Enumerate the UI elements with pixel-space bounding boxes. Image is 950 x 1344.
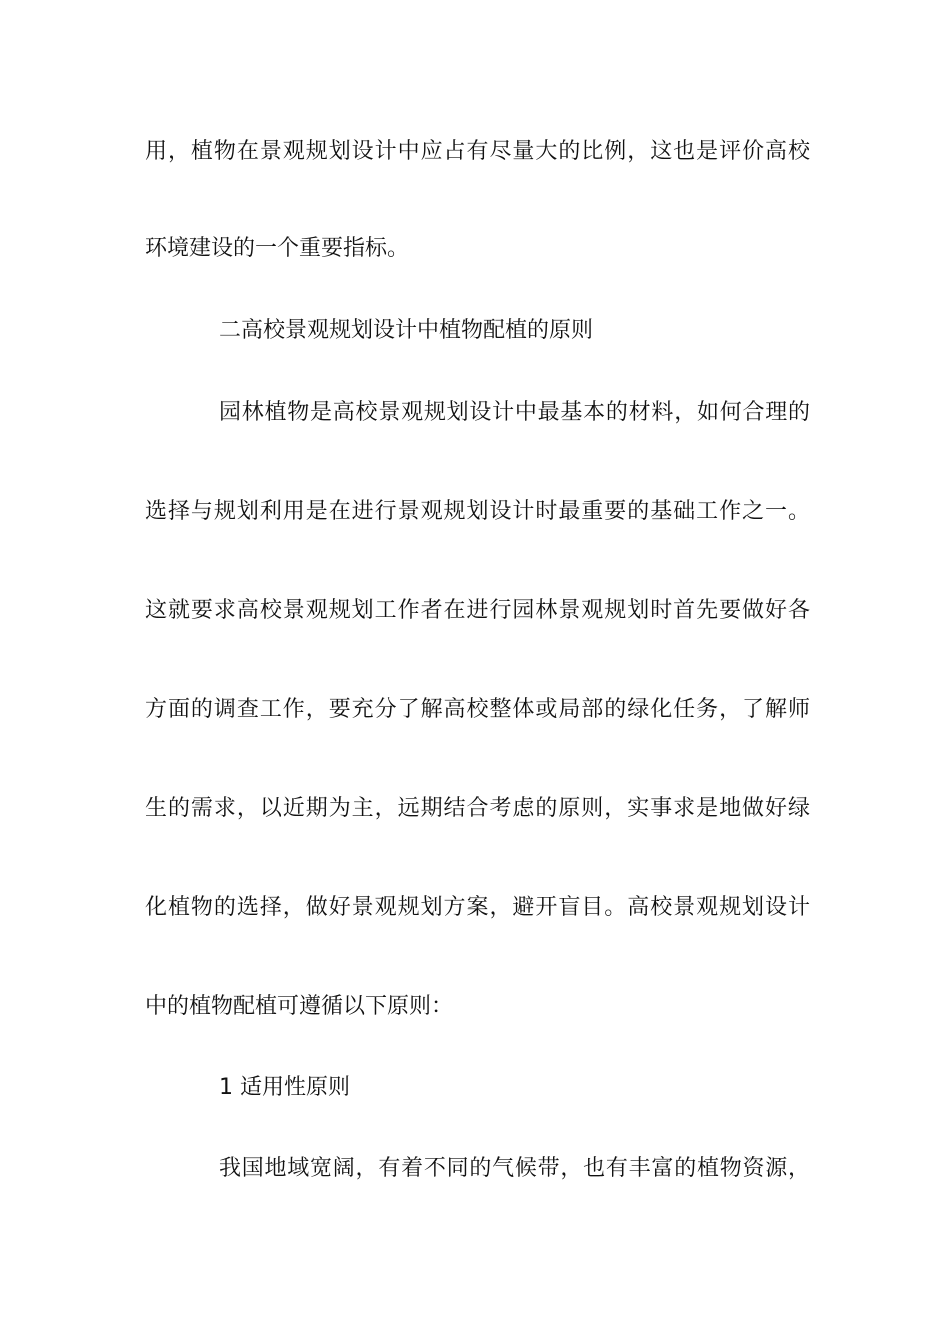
paragraph-line-10: 我国地域宽阔，有着不同的气候带，也有丰富的植物资源， [219, 1156, 810, 1181]
paragraph-line-7: 生的需求，以近期为主，远期结合考虑的原则，实事求是地做好绿 [145, 796, 810, 821]
paragraph-line-4: 选择与规划利用是在进行景观规划设计时最重要的基础工作之一。 [145, 499, 810, 524]
section-heading: 二高校景观规划设计中植物配植的原则 [219, 318, 594, 343]
paragraph-line-2: 环境建设的一个重要指标。 [145, 236, 410, 261]
paragraph-line-8: 化植物的选择，做好景观规划方案，避开盲目。高校景观规划设计 [145, 895, 810, 920]
paragraph-line-3: 园林植物是高校景观规划设计中最基本的材料，如何合理的 [219, 400, 810, 425]
paragraph-line-1: 用，植物在景观规划设计中应占有尽量大的比例，这也是评价高校 [145, 139, 810, 164]
paragraph-line-6: 方面的调查工作，要充分了解高校整体或局部的绿化任务，了解师 [145, 697, 810, 722]
paragraph-line-9: 中的植物配植可遵循以下原则： [145, 994, 454, 1019]
paragraph-line-5: 这就要求高校景观规划工作者在进行园林景观规划时首先要做好各 [145, 598, 810, 623]
subsection-heading: 1 适用性原则 [219, 1075, 350, 1100]
